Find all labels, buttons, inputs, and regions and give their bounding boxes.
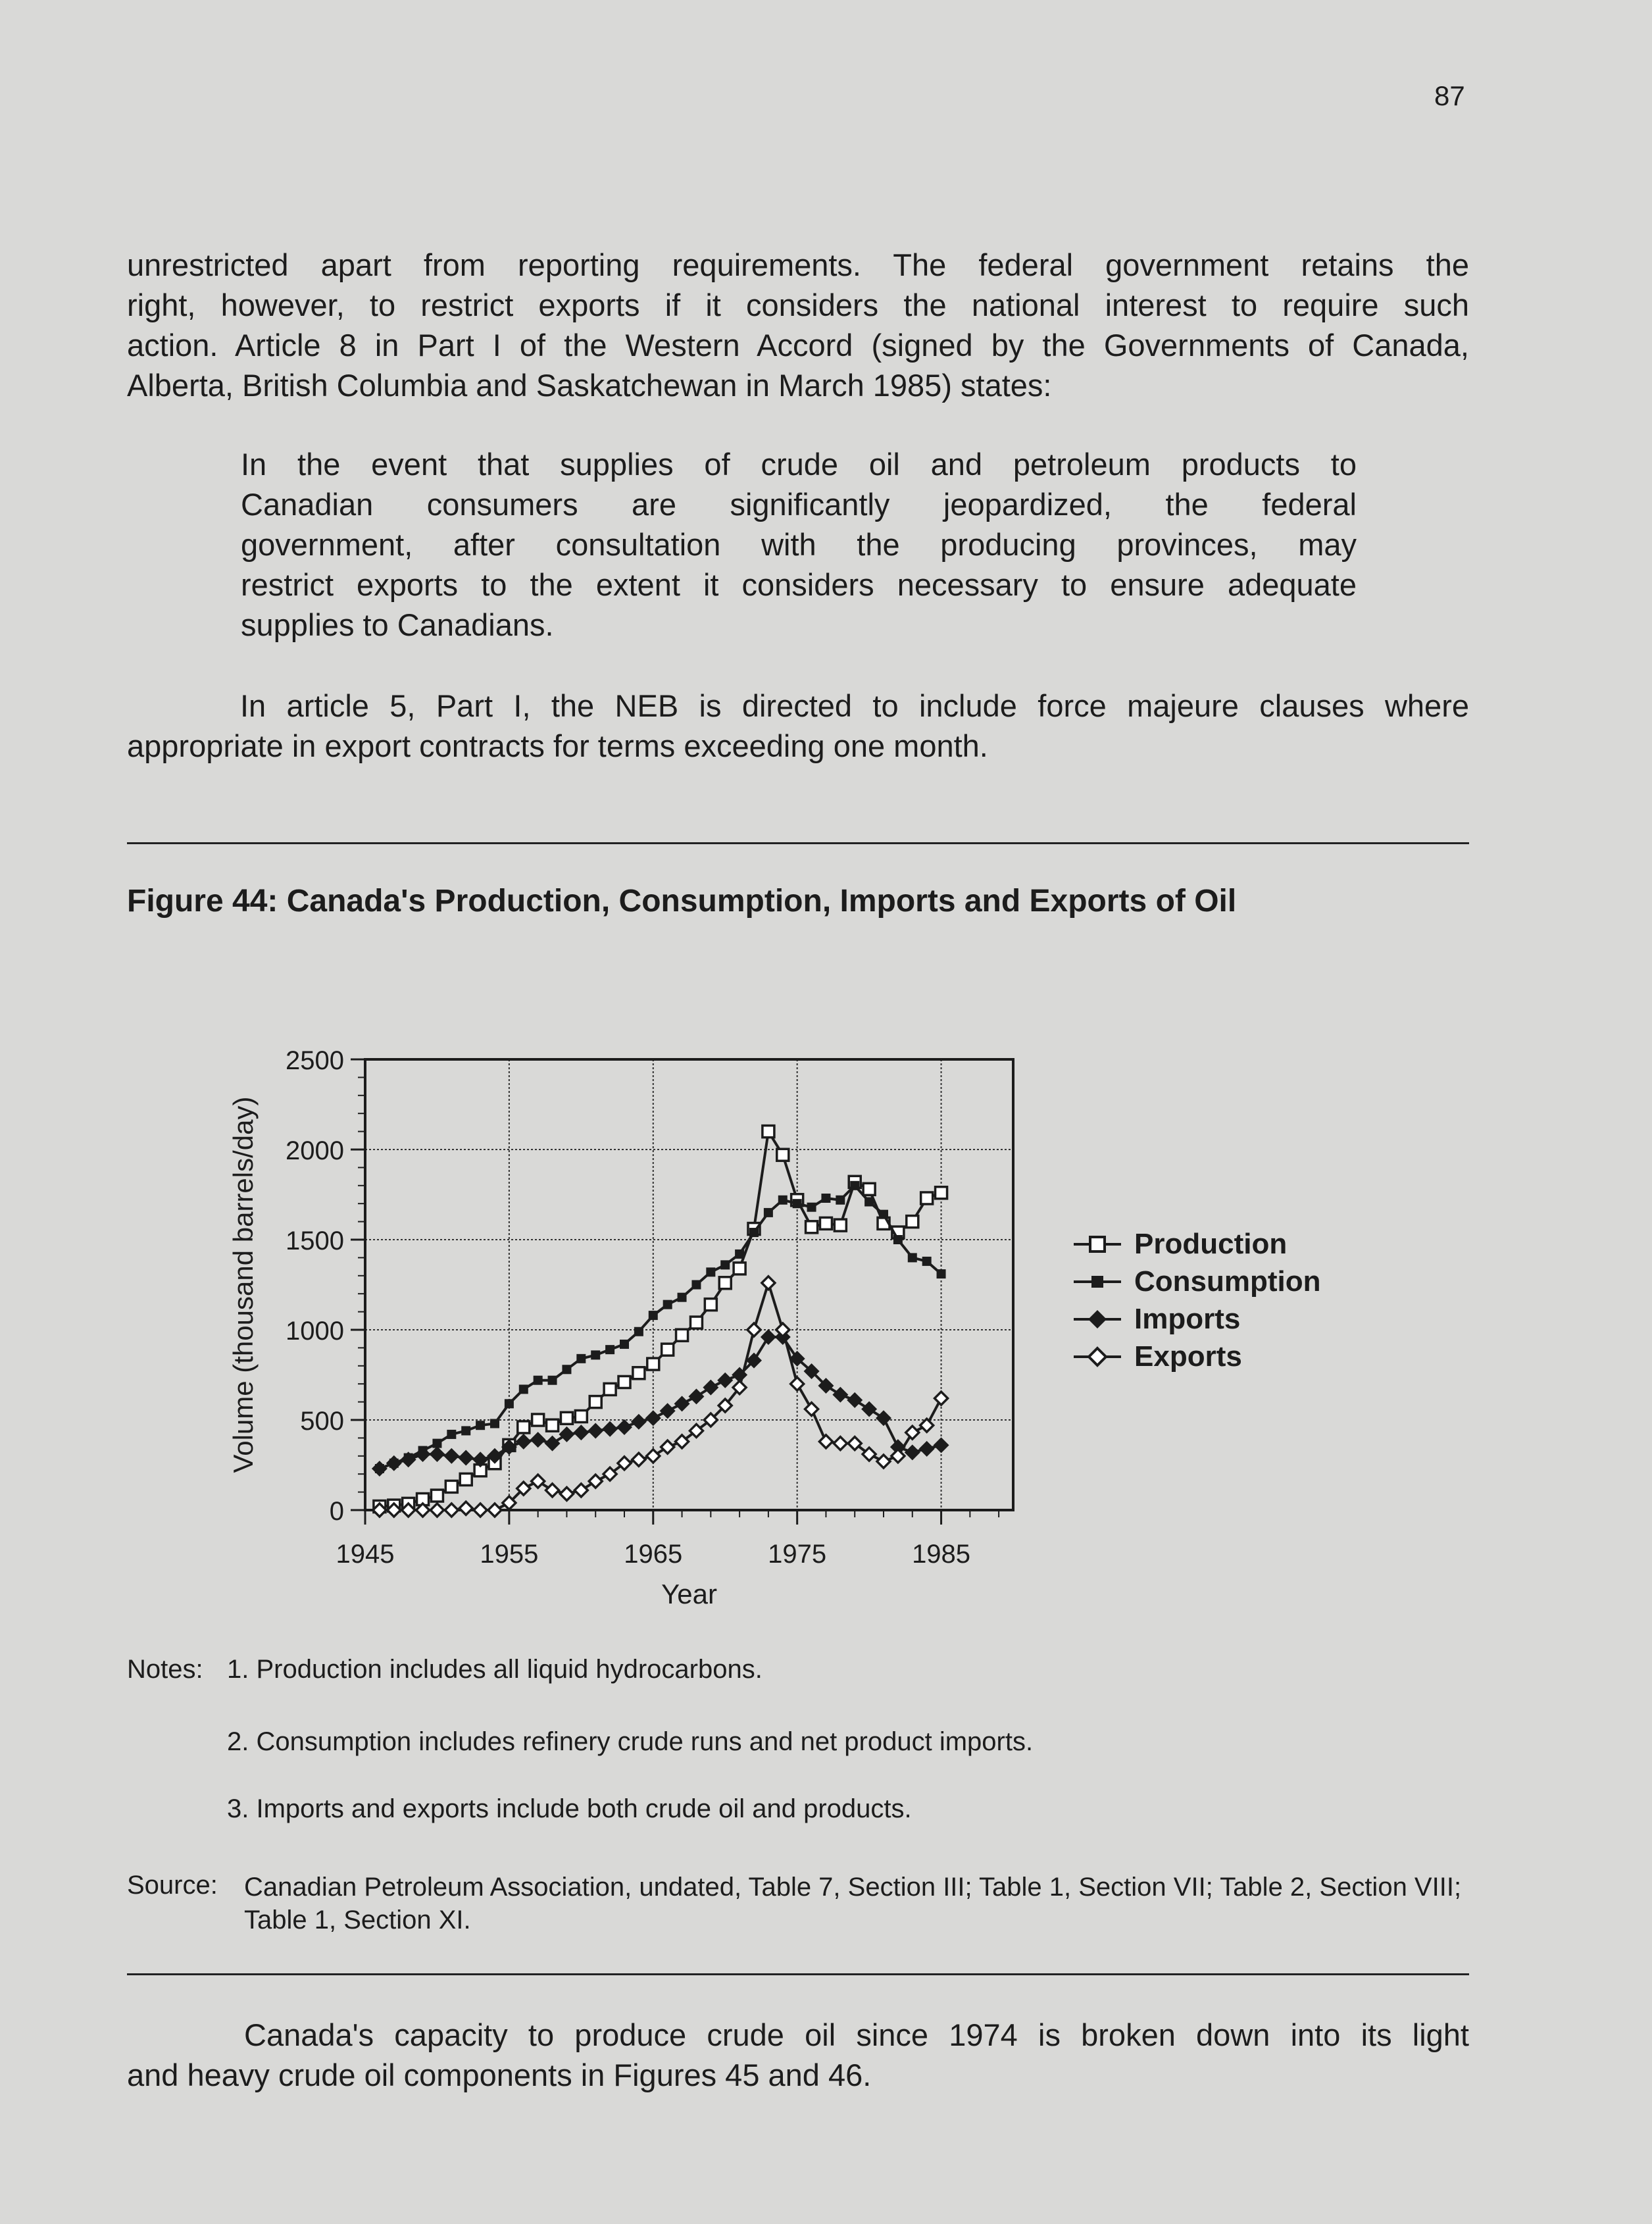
exports-point <box>935 1392 948 1405</box>
consumption-point <box>605 1345 614 1354</box>
consumption-point <box>749 1228 759 1237</box>
production-point <box>705 1299 716 1311</box>
consumption-point <box>562 1365 571 1374</box>
exports-point <box>474 1504 487 1517</box>
imports-point <box>443 1448 459 1464</box>
text-line: appropriate in export contracts for terms exceeding one month. <box>127 728 988 763</box>
filled-diamond-marker-icon <box>1071 1306 1124 1332</box>
consumption-point <box>778 1196 788 1205</box>
exports-point <box>762 1276 775 1290</box>
consumption-point <box>447 1430 456 1439</box>
production-point <box>863 1183 875 1195</box>
imports-point <box>660 1403 676 1419</box>
consumption-point <box>490 1419 499 1428</box>
exports-point <box>632 1453 645 1466</box>
consumption-point <box>793 1199 802 1208</box>
exports-point <box>661 1440 674 1453</box>
production-point <box>431 1490 443 1502</box>
consumption-point <box>620 1340 629 1349</box>
x-tick-label: 1965 <box>624 1540 683 1569</box>
consumption-point <box>807 1203 816 1212</box>
exports-point <box>445 1504 458 1517</box>
legend-item-consumption <box>1071 1263 1321 1300</box>
production-point <box>647 1358 659 1370</box>
quote-line: Canadian consumers are significantly jeopardized, the federal <box>241 487 1357 522</box>
production-point <box>561 1412 572 1424</box>
consumption-point <box>576 1354 586 1363</box>
consumption-point <box>519 1384 528 1394</box>
imports-point <box>717 1373 733 1388</box>
figure-title: Figure 44: Canada's Production, Consumption, Imports and Exports of Oil <box>127 884 1237 919</box>
x-tick-label: 1955 <box>480 1540 539 1569</box>
imports-point <box>905 1444 920 1460</box>
imports-point <box>934 1437 949 1453</box>
text-line: unrestricted apart from reporting requirements. The federal government retains the <box>127 247 1469 282</box>
exports-point <box>834 1437 847 1450</box>
quote-line: government, after consultation with the producing provinces, may <box>241 527 1357 562</box>
production-point <box>734 1263 745 1275</box>
legend-label: Exports <box>1134 1340 1242 1373</box>
y-tick-label: 0 <box>329 1497 344 1526</box>
exports-point <box>532 1475 545 1488</box>
open-square-marker-icon <box>1071 1231 1124 1257</box>
production-point <box>547 1419 559 1431</box>
production-point <box>445 1480 457 1492</box>
block-quote <box>241 444 1357 645</box>
exports-point <box>891 1450 905 1463</box>
production-point <box>777 1149 789 1161</box>
imports-point <box>573 1425 589 1440</box>
production-point <box>633 1367 645 1379</box>
consumption-point <box>735 1250 744 1259</box>
consumption-point <box>922 1257 932 1266</box>
exports-point <box>589 1475 602 1488</box>
text-line: Alberta, British Columbia and Saskatchewan in March 1985) states: <box>127 368 1052 403</box>
imports-point <box>545 1436 561 1452</box>
imports-point <box>919 1441 935 1457</box>
body-paragraph-1 <box>127 245 1469 405</box>
imports-point <box>458 1450 474 1466</box>
production-point <box>907 1216 918 1228</box>
production-point <box>662 1344 674 1355</box>
consumption-point <box>850 1181 859 1190</box>
consumption-point <box>864 1197 874 1206</box>
quote-line: In the event that supplies of crude oil and petroleum products to <box>241 447 1357 482</box>
exports-point <box>560 1487 573 1500</box>
production-point <box>604 1383 616 1395</box>
imports-point <box>703 1380 718 1396</box>
production-point <box>834 1219 846 1231</box>
production-point <box>518 1421 530 1433</box>
consumption-point <box>534 1376 543 1385</box>
consumption-point <box>836 1196 845 1205</box>
legend-label: Production <box>1134 1228 1288 1260</box>
exports-point <box>574 1484 588 1497</box>
figure-bottom-rule <box>127 1973 1469 1975</box>
consumption-point <box>461 1426 470 1435</box>
exports-point <box>488 1504 501 1517</box>
series-production <box>374 1126 947 1513</box>
y-tick-label: 1500 <box>286 1226 344 1255</box>
x-axis-label: Year <box>661 1579 717 1609</box>
x-tick-label: 1975 <box>768 1540 827 1569</box>
text-line: and heavy crude oil components in Figures 45 and 46. <box>127 2058 872 2092</box>
production-point <box>575 1411 587 1423</box>
exports-point <box>430 1504 443 1517</box>
exports-point <box>877 1455 890 1468</box>
consumption-point <box>706 1267 715 1276</box>
consumption-point <box>893 1235 903 1244</box>
production-point <box>618 1376 630 1388</box>
consumption-point <box>764 1208 773 1217</box>
imports-point <box>530 1432 546 1448</box>
legend-item-imports <box>1071 1300 1321 1338</box>
legend-item-exports <box>1071 1338 1321 1375</box>
x-tick-label: 1985 <box>912 1540 971 1569</box>
consumption-point <box>476 1421 485 1430</box>
exports-point <box>546 1484 559 1497</box>
consumption-point <box>663 1300 672 1309</box>
imports-point <box>372 1461 388 1477</box>
consumption-point <box>678 1293 687 1302</box>
notes-label: Notes: <box>127 1655 203 1684</box>
imports-point <box>688 1388 704 1404</box>
page-number: 87 <box>1434 80 1465 111</box>
y-tick-label: 2500 <box>286 1046 344 1075</box>
line-chart <box>217 1023 1039 1629</box>
imports-point <box>588 1423 603 1438</box>
open-diamond-marker-icon <box>1071 1344 1124 1370</box>
source-citation: Canadian Petroleum Association, undated, Table 7, Section III; Table 1, Section VII; Table 2, Section VIII; Table 1, Section XI. <box>244 1873 1462 1934</box>
consumption-point <box>720 1260 730 1269</box>
exports-point <box>920 1419 934 1432</box>
consumption-point <box>591 1350 600 1359</box>
production-point <box>820 1217 832 1229</box>
y-tick-label: 1000 <box>286 1317 344 1346</box>
legend-label: Consumption <box>1134 1265 1321 1298</box>
consumption-point <box>908 1253 917 1262</box>
x-tick-label: 1945 <box>336 1540 395 1569</box>
y-axis-label: Volume (thousand barrels/day) <box>228 1096 259 1473</box>
imports-point <box>429 1446 445 1462</box>
production-point <box>921 1192 933 1204</box>
exports-point <box>791 1377 804 1390</box>
text-line: In article 5, Part I, the NEB is directed to include force majeure clauses where <box>240 688 1469 723</box>
imports-point <box>876 1410 891 1426</box>
y-tick-label: 500 <box>300 1407 344 1436</box>
consumption-point <box>649 1311 658 1320</box>
production-point <box>676 1329 688 1341</box>
production-point <box>690 1317 702 1328</box>
imports-point <box>602 1421 618 1437</box>
imports-point <box>386 1455 402 1471</box>
note-item: 1. Production includes all liquid hydrocarbons. <box>227 1655 763 1684</box>
imports-point <box>631 1414 647 1430</box>
production-point <box>532 1414 544 1426</box>
body-paragraph-3 <box>127 2015 1469 2095</box>
production-point <box>763 1126 774 1138</box>
y-tick-label: 2000 <box>286 1136 344 1165</box>
consumption-point <box>691 1280 701 1290</box>
consumption-point <box>879 1210 888 1219</box>
legend-item-production <box>1071 1225 1321 1263</box>
imports-point <box>847 1392 863 1408</box>
production-point <box>589 1396 601 1408</box>
text-line: right, however, to restrict exports if it considers the national interest to require such <box>127 288 1469 322</box>
chart-legend <box>1071 1225 1321 1375</box>
axis-ticks <box>286 1046 999 1569</box>
figure-top-rule <box>127 842 1469 844</box>
exports-point <box>819 1435 832 1448</box>
consumption-point <box>548 1376 557 1385</box>
consumption-point <box>937 1269 946 1278</box>
exports-point <box>647 1450 660 1463</box>
exports-point <box>906 1426 919 1439</box>
body-paragraph-2 <box>127 686 1469 766</box>
quote-line: restrict exports to the extent it considers necessary to ensure adequate <box>241 567 1357 602</box>
chart-series <box>372 1126 949 1517</box>
text-line: action. Article 8 in Part I of the Western Accord (signed by the Governments of Canada, <box>127 328 1469 363</box>
source-label: Source: <box>127 1871 218 1900</box>
production-point <box>460 1473 472 1485</box>
exports-point <box>459 1502 472 1515</box>
imports-point <box>674 1396 690 1411</box>
imports-point <box>645 1410 661 1426</box>
note-item: 3. Imports and exports include both crude oil and products. <box>227 1794 912 1823</box>
legend-label: Imports <box>1134 1303 1241 1335</box>
series-consumption <box>375 1181 946 1473</box>
imports-point <box>616 1419 632 1435</box>
production-point <box>719 1277 731 1289</box>
imports-point <box>832 1387 848 1403</box>
text-line: Canada's capacity to produce crude oil since 1974 is broken down into its light <box>244 2017 1469 2052</box>
consumption-point <box>505 1399 514 1408</box>
production-point <box>936 1187 947 1199</box>
imports-point <box>559 1427 574 1442</box>
filled-square-marker-icon <box>1071 1269 1124 1295</box>
imports-point <box>861 1402 877 1417</box>
imports-point <box>761 1329 776 1345</box>
exports-point <box>805 1403 818 1416</box>
consumption-point <box>634 1327 643 1336</box>
exports-point <box>747 1323 761 1336</box>
consumption-point <box>821 1194 830 1203</box>
production-point <box>806 1221 818 1233</box>
quote-line: supplies to Canadians. <box>241 607 554 642</box>
note-item: 2. Consumption includes refinery crude runs and net product imports. <box>227 1727 1034 1756</box>
